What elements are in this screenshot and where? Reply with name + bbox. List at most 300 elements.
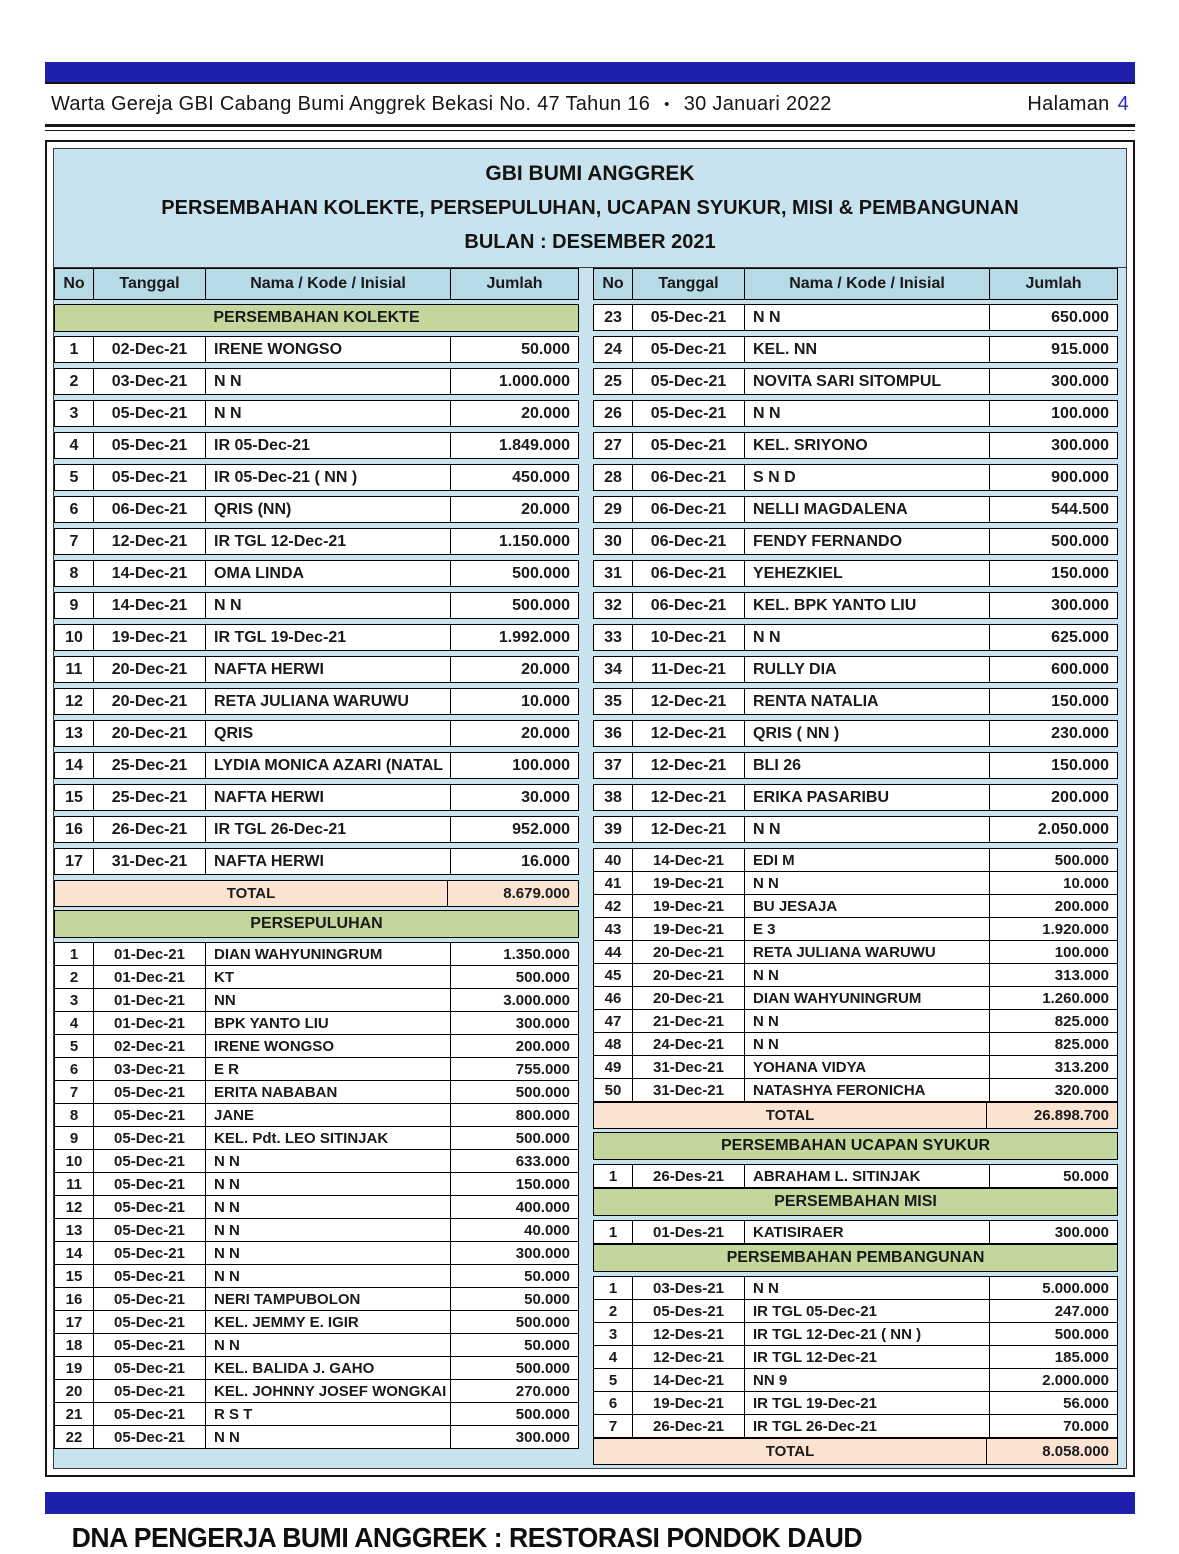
cell-date: 12-Dec-21: [94, 529, 206, 554]
cell-amount: 1.920.000: [1042, 920, 1109, 938]
cell-name: NAFTA HERWI: [206, 657, 451, 682]
cell-amount: 400.000: [515, 1198, 570, 1216]
table-header-row: [54, 268, 579, 300]
cell-no: 5: [55, 465, 94, 490]
cell-amount: 30.000: [521, 788, 570, 806]
cell-name: IR TGL 12-Dec-21: [206, 529, 451, 554]
cell-no: 3: [55, 401, 94, 426]
cell-amount: 300.000: [1051, 436, 1109, 454]
table-title: [54, 149, 1126, 268]
cell-amount: 1.260.000: [1042, 989, 1109, 1007]
cell-amount: 100.000: [1051, 404, 1109, 422]
cell-name: RETA JULIANA WARUWU: [745, 941, 990, 963]
cell-name: NATASHYA FERONICHA: [745, 1079, 990, 1101]
donation-row: [54, 988, 579, 1012]
cell-amount: 2.000.000: [1042, 1371, 1109, 1389]
cell-date: 20-Dec-21: [633, 941, 745, 963]
donation-row: [593, 1032, 1118, 1056]
cell-amount: 1.150.000: [498, 532, 570, 550]
newsletter-header: [45, 84, 1135, 124]
cell-date: 03-Dec-21: [94, 369, 206, 394]
cell-name: BLI 26: [745, 753, 990, 778]
cell-date: 12-Dec-21: [633, 721, 745, 746]
cell-date: 20-Dec-21: [633, 987, 745, 1009]
donation-row: [54, 560, 579, 587]
cell-name: NOVITA SARI SITOMPUL: [745, 369, 990, 394]
cell-amount: 650.000: [1051, 308, 1109, 326]
title-line-2: PERSEMBAHAN KOLEKTE, PERSEPULUHAN, UCAPAN SYUKUR, MISI & PEMBANGUNAN: [161, 197, 1019, 219]
cell-name: N N: [745, 1277, 990, 1299]
cell-amount: 500.000: [512, 596, 570, 614]
cell-amount: 500.000: [515, 1405, 570, 1423]
donation-row: [593, 368, 1118, 395]
donation-row: [54, 1425, 579, 1449]
donation-row: [54, 496, 579, 523]
donation-row: [54, 400, 579, 427]
cell-amount: 915.000: [1051, 340, 1109, 358]
cell-amount: 500.000: [1051, 532, 1109, 550]
cell-name: KATISIRAER: [745, 1221, 990, 1243]
cell-amount: 20.000: [521, 724, 570, 742]
donation-row: [54, 1241, 579, 1265]
cell-no: 3: [594, 1323, 633, 1345]
cell-no: 37: [594, 753, 633, 778]
cell-name: NN 9: [745, 1369, 990, 1391]
cell-no: 3: [55, 989, 94, 1011]
donation-row: [54, 1379, 579, 1403]
donation-row: [593, 894, 1118, 918]
cell-amount: 755.000: [515, 1060, 570, 1078]
cell-amount: 825.000: [1054, 1012, 1109, 1030]
cell-amount: 500.000: [515, 968, 570, 986]
cell-name: E 3: [745, 918, 990, 940]
donation-row: [593, 816, 1118, 843]
cell-date: 05-Des-21: [633, 1300, 745, 1322]
cell-amount: 500.000: [515, 1359, 570, 1377]
cell-name: KEL. NN: [745, 337, 990, 362]
cell-no: 25: [594, 369, 633, 394]
donation-row: [593, 1345, 1118, 1369]
cell-name: IR 05-Dec-21: [206, 433, 451, 458]
donation-row: [593, 304, 1118, 331]
cell-no: 32: [594, 593, 633, 618]
donation-row: [54, 336, 579, 363]
cell-name: IR TGL 19-Dec-21: [206, 625, 451, 650]
donation-row: [54, 656, 579, 683]
cell-amount: 300.000: [1051, 372, 1109, 390]
donation-row: [593, 940, 1118, 964]
cell-amount: 10.000: [1063, 874, 1109, 892]
cell-date: 05-Dec-21: [94, 1426, 206, 1448]
cell-name: N N: [206, 1173, 451, 1195]
cell-date: 05-Dec-21: [633, 401, 745, 426]
donation-row: [593, 963, 1118, 987]
cell-date: 05-Dec-21: [94, 1173, 206, 1195]
donation-row: [593, 1009, 1118, 1033]
page-content: [45, 62, 1135, 1554]
cell-no: 10: [55, 1150, 94, 1172]
cell-amount: 1.000.000: [498, 372, 570, 390]
section-header: PERSEMBAHAN KOLEKTE: [54, 304, 579, 332]
cell-date: 06-Dec-21: [633, 465, 745, 490]
cell-date: 26-Dec-21: [633, 1415, 745, 1437]
cell-amount: 900.000: [1051, 468, 1109, 486]
donation-row: [54, 464, 579, 491]
cell-date: 25-Dec-21: [94, 753, 206, 778]
cell-amount: 544.500: [1051, 500, 1109, 518]
cell-date: 05-Dec-21: [94, 1127, 206, 1149]
cell-amount: 10.000: [521, 692, 570, 710]
donation-row: [54, 1218, 579, 1242]
cell-amount: 50.000: [524, 1290, 570, 1308]
donation-row: [593, 1322, 1118, 1346]
donation-row: [54, 1011, 579, 1035]
donation-row: [54, 1034, 579, 1058]
cell-name: DIAN WAHYUNINGRUM: [745, 987, 990, 1009]
donation-row: [593, 592, 1118, 619]
cell-date: 02-Dec-21: [94, 1035, 206, 1057]
cell-date: 05-Dec-21: [633, 337, 745, 362]
cell-date: 05-Dec-21: [94, 1380, 206, 1402]
cell-amount: 313.000: [1054, 966, 1109, 984]
cell-amount: 50.000: [524, 1336, 570, 1354]
cell-name: ERITA NABABAN: [206, 1081, 451, 1103]
right-column: [593, 268, 1118, 1468]
cell-no: 31: [594, 561, 633, 586]
cell-no: 16: [55, 1288, 94, 1310]
cell-name: IR TGL 26-Dec-21: [745, 1415, 990, 1437]
cell-no: 22: [55, 1426, 94, 1448]
cell-amount: 633.000: [515, 1152, 570, 1170]
donation-row: [593, 1164, 1118, 1188]
cell-no: 11: [55, 1173, 94, 1195]
donation-row: [54, 624, 579, 651]
cell-no: 49: [594, 1056, 633, 1078]
cell-date: 12-Dec-21: [633, 785, 745, 810]
cell-name: N N: [206, 1334, 451, 1356]
cell-amount: 320.000: [1054, 1081, 1109, 1099]
donation-row: [593, 1055, 1118, 1079]
cell-no: 2: [55, 369, 94, 394]
cell-name: N N: [745, 401, 990, 426]
donation-row: [593, 1391, 1118, 1415]
cell-date: 02-Dec-21: [94, 337, 206, 362]
col-header-jumlah: Jumlah: [486, 275, 543, 292]
cell-amount: 313.200: [1054, 1058, 1109, 1076]
col-header-jumlah: Jumlah: [1025, 275, 1082, 292]
col-header-nama: Nama / Kode / Inisial: [206, 269, 451, 299]
cell-no: 43: [594, 918, 633, 940]
cell-amount: 20.000: [521, 500, 570, 518]
cell-date: 26-Des-21: [633, 1165, 745, 1187]
cell-date: 06-Dec-21: [633, 529, 745, 554]
cell-amount: 200.000: [515, 1037, 570, 1055]
cell-date: 14-Dec-21: [94, 593, 206, 618]
cell-no: 7: [594, 1415, 633, 1437]
cell-name: IR TGL 26-Dec-21: [206, 817, 451, 842]
cell-amount: 16.000: [521, 852, 570, 870]
cell-date: 25-Dec-21: [94, 785, 206, 810]
cell-name: N N: [745, 625, 990, 650]
donation-row: [593, 1414, 1118, 1438]
donation-row: [593, 656, 1118, 683]
cell-name: KEL. JEMMY E. IGIR: [206, 1311, 451, 1333]
cell-name: N N: [745, 1033, 990, 1055]
cell-no: 17: [55, 849, 94, 874]
cell-amount: 300.000: [515, 1244, 570, 1262]
cell-no: 11: [55, 657, 94, 682]
cell-date: 06-Dec-21: [633, 593, 745, 618]
cell-no: 9: [55, 593, 94, 618]
total-amount: 8.058.000: [1042, 1443, 1109, 1460]
donation-row: [54, 1195, 579, 1219]
cell-name: N N: [206, 1150, 451, 1172]
cell-no: 47: [594, 1010, 633, 1032]
cell-name: N N: [745, 305, 990, 330]
cell-no: 9: [55, 1127, 94, 1149]
donation-row: [54, 752, 579, 779]
cell-no: 19: [55, 1357, 94, 1379]
table-header-row: [593, 268, 1118, 300]
total-label: TOTAL: [55, 881, 448, 906]
cell-name: KEL. BPK YANTO LIU: [745, 593, 990, 618]
cell-name: N N: [745, 872, 990, 894]
cell-name: NAFTA HERWI: [206, 785, 451, 810]
cell-date: 05-Dec-21: [633, 433, 745, 458]
cell-no: 4: [594, 1346, 633, 1368]
donation-row: [593, 464, 1118, 491]
cell-no: 28: [594, 465, 633, 490]
cell-no: 46: [594, 987, 633, 1009]
cell-date: 12-Dec-21: [633, 753, 745, 778]
total-label: TOTAL: [594, 1439, 987, 1464]
cell-amount: 500.000: [1054, 851, 1109, 869]
cell-date: 14-Dec-21: [633, 1369, 745, 1391]
donation-row: [54, 432, 579, 459]
cell-amount: 825.000: [1054, 1035, 1109, 1053]
table-columns-area: [54, 268, 1126, 1468]
donation-row: [54, 592, 579, 619]
cell-amount: 20.000: [521, 404, 570, 422]
cell-amount: 3.000.000: [503, 991, 570, 1009]
cell-date: 14-Dec-21: [633, 849, 745, 871]
cell-date: 05-Dec-21: [94, 401, 206, 426]
cell-amount: 1.849.000: [498, 436, 570, 454]
cell-amount: 40.000: [524, 1221, 570, 1239]
cell-date: 19-Dec-21: [633, 1392, 745, 1414]
donation-row: [593, 871, 1118, 895]
cell-no: 1: [594, 1221, 633, 1243]
cell-name: N N: [206, 1242, 451, 1264]
cell-name: BPK YANTO LIU: [206, 1012, 451, 1034]
cell-name: IRENE WONGSO: [206, 1035, 451, 1057]
masthead-bar: [45, 62, 1135, 84]
cell-name: N N: [206, 593, 451, 618]
donation-row: [593, 784, 1118, 811]
cell-no: 42: [594, 895, 633, 917]
cell-no: 34: [594, 657, 633, 682]
cell-amount: 500.000: [515, 1083, 570, 1101]
cell-date: 06-Dec-21: [633, 561, 745, 586]
cell-amount: 200.000: [1051, 788, 1109, 806]
cell-date: 01-Dec-21: [94, 989, 206, 1011]
donation-row: [54, 528, 579, 555]
donation-row: [593, 848, 1118, 872]
cell-name: N N: [206, 369, 451, 394]
cell-name: NN: [206, 989, 451, 1011]
cell-date: 20-Dec-21: [94, 721, 206, 746]
cell-amount: 270.000: [515, 1382, 570, 1400]
donation-row: [54, 1057, 579, 1081]
cell-amount: 200.000: [1054, 897, 1109, 915]
cell-name: N N: [206, 1265, 451, 1287]
cell-amount: 300.000: [1054, 1223, 1109, 1241]
donation-row: [593, 1078, 1118, 1102]
cell-no: 2: [594, 1300, 633, 1322]
cell-date: 05-Dec-21: [633, 305, 745, 330]
cell-amount: 150.000: [1051, 756, 1109, 774]
donation-row: [54, 784, 579, 811]
cell-no: 15: [55, 1265, 94, 1287]
cell-no: 23: [594, 305, 633, 330]
cell-date: 31-Dec-21: [633, 1056, 745, 1078]
cell-amount: 70.000: [1063, 1417, 1109, 1435]
cell-name: RULLY DIA: [745, 657, 990, 682]
cell-amount: 500.000: [1054, 1325, 1109, 1343]
donation-row: [54, 1172, 579, 1196]
cell-no: 30: [594, 529, 633, 554]
donation-row: [593, 1368, 1118, 1392]
col-header-tanggal: Tanggal: [94, 269, 206, 299]
cell-date: 12-Dec-21: [633, 1346, 745, 1368]
cell-name: E R: [206, 1058, 451, 1080]
cell-name: N N: [745, 964, 990, 986]
cell-amount: 500.000: [515, 1129, 570, 1147]
cell-amount: 500.000: [512, 564, 570, 582]
cell-date: 20-Dec-21: [94, 657, 206, 682]
cell-no: 13: [55, 721, 94, 746]
title-line-1: GBI BUMI ANGGREK: [485, 162, 695, 185]
cell-no: 7: [55, 529, 94, 554]
col-header-no: No: [55, 269, 94, 299]
cell-name: N N: [206, 1196, 451, 1218]
footer-bar: [45, 1492, 1135, 1514]
cell-date: 05-Dec-21: [94, 1265, 206, 1287]
cell-no: 21: [55, 1403, 94, 1425]
total-row: [593, 1102, 1118, 1129]
cell-no: 12: [55, 689, 94, 714]
cell-amount: 56.000: [1063, 1394, 1109, 1412]
cell-amount: 50.000: [521, 340, 570, 358]
cell-no: 6: [594, 1392, 633, 1414]
cell-name: BU JESAJA: [745, 895, 990, 917]
cell-name: IR TGL 05-Dec-21: [745, 1300, 990, 1322]
cell-name: NAFTA HERWI: [206, 849, 451, 874]
cell-date: 20-Dec-21: [94, 689, 206, 714]
donation-row: [593, 1276, 1118, 1300]
bullet-separator: •: [664, 95, 670, 113]
donation-row: [593, 720, 1118, 747]
donation-row: [54, 848, 579, 875]
cell-amount: 20.000: [521, 660, 570, 678]
cell-date: 01-Des-21: [633, 1221, 745, 1243]
cell-date: 01-Dec-21: [94, 1012, 206, 1034]
cell-name: KEL. BALIDA J. GAHO: [206, 1357, 451, 1379]
cell-no: 17: [55, 1311, 94, 1333]
left-column: [54, 268, 579, 1449]
donation-row: [593, 336, 1118, 363]
cell-name: IR TGL 19-Dec-21: [745, 1392, 990, 1414]
cell-name: IR 05-Dec-21 ( NN ): [206, 465, 451, 490]
cell-name: S N D: [745, 465, 990, 490]
cell-no: 20: [55, 1380, 94, 1402]
cell-date: 05-Dec-21: [94, 1196, 206, 1218]
cell-date: 26-Dec-21: [94, 817, 206, 842]
cell-name: N N: [206, 1219, 451, 1241]
cell-no: 1: [55, 943, 94, 965]
cell-no: 10: [55, 625, 94, 650]
donation-row: [54, 965, 579, 989]
cell-no: 14: [55, 753, 94, 778]
cell-name: RETA JULIANA WARUWU: [206, 689, 451, 714]
cell-date: 14-Dec-21: [94, 561, 206, 586]
cell-no: 48: [594, 1033, 633, 1055]
cell-date: 05-Dec-21: [94, 1311, 206, 1333]
donation-row: [54, 368, 579, 395]
cell-amount: 300.000: [1051, 596, 1109, 614]
title-line-3: BULAN : DESEMBER 2021: [464, 231, 716, 253]
donation-row: [54, 1080, 579, 1104]
cell-name: YEHEZKIEL: [745, 561, 990, 586]
section-header: PERSEMBAHAN PEMBANGUNAN: [593, 1244, 1118, 1272]
cell-name: EDI M: [745, 849, 990, 871]
cell-name: YOHANA VIDYA: [745, 1056, 990, 1078]
cell-amount: 185.000: [1054, 1348, 1109, 1366]
cell-date: 20-Dec-21: [633, 964, 745, 986]
section-header: PERSEMBAHAN MISI: [593, 1188, 1118, 1216]
cell-date: 11-Dec-21: [633, 657, 745, 682]
cell-date: 31-Dec-21: [633, 1079, 745, 1101]
cell-no: 16: [55, 817, 94, 842]
total-amount: 26.898.700: [1033, 1107, 1109, 1124]
cell-no: 4: [55, 433, 94, 458]
cell-name: KT: [206, 966, 451, 988]
donation-row: [593, 688, 1118, 715]
newsletter-title: Warta Gereja GBI Cabang Bumi Anggrek Bekasi No. 47 Tahun 16: [51, 92, 651, 115]
total-row: [593, 1438, 1118, 1465]
cell-amount: 1.992.000: [498, 628, 570, 646]
cell-name: JANE: [206, 1104, 451, 1126]
page-label: Halaman: [1027, 92, 1110, 115]
cell-amount: 600.000: [1051, 660, 1109, 678]
donation-row: [593, 528, 1118, 555]
cell-no: 18: [55, 1334, 94, 1356]
cell-date: 05-Dec-21: [94, 465, 206, 490]
cell-amount: 1.350.000: [503, 945, 570, 963]
cell-amount: 300.000: [515, 1428, 570, 1446]
offerings-box: [45, 140, 1135, 1477]
cell-no: 29: [594, 497, 633, 522]
cell-name: IR TGL 12-Dec-21 ( NN ): [745, 1323, 990, 1345]
cell-no: 1: [594, 1277, 633, 1299]
cell-date: 05-Dec-21: [94, 1081, 206, 1103]
cell-date: 06-Dec-21: [94, 497, 206, 522]
donation-row: [54, 1126, 579, 1150]
cell-date: 05-Dec-21: [94, 433, 206, 458]
cell-date: 05-Dec-21: [94, 1104, 206, 1126]
cell-name: NELLI MAGDALENA: [745, 497, 990, 522]
cell-name: ERIKA PASARIBU: [745, 785, 990, 810]
